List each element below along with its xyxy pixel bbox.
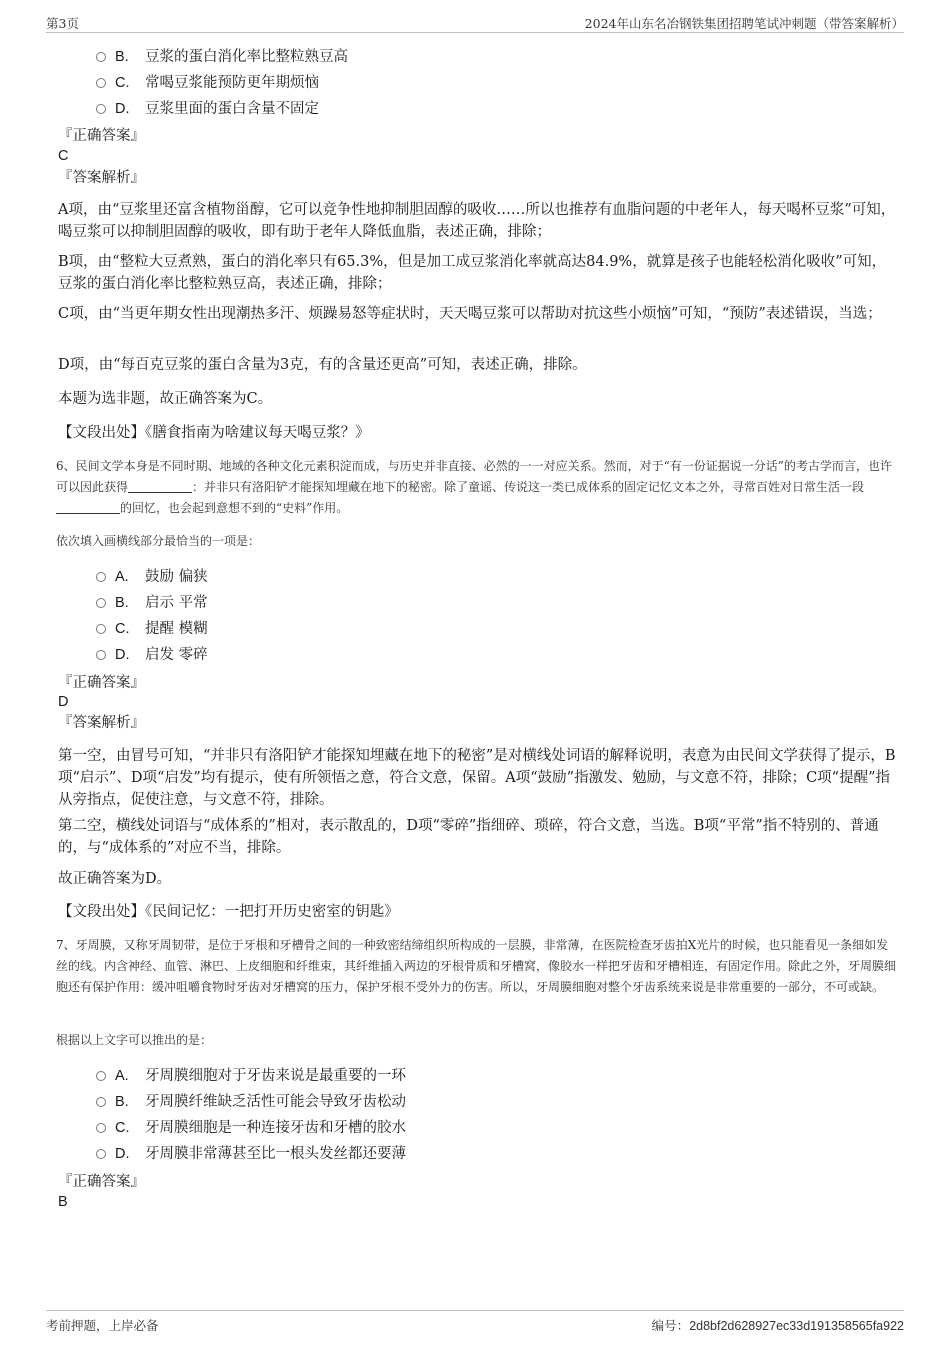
q5-analysis-label: 『答案解析』 xyxy=(58,170,145,186)
q5-answer-label: 『正确答案』 xyxy=(58,128,145,144)
q6-prompt: 依次填入画横线部分最恰当的一项是： xyxy=(56,534,261,548)
q6-option-c[interactable]: C. 提醒 模糊 xyxy=(96,618,208,640)
q7-question-text: 7、牙周膜，又称牙周韧带，是位于牙根和牙槽骨之间的一种致密结缔组织所构成的一层膜，非常薄，在医院检查牙齿拍X光片的时候，也只能看见一条细如发丝的线。内含神经、血管、淋巴、上皮细胞和纤维束，其纤维插入两边的牙根骨质和牙槽窝，像胶水一样把牙齿和牙槽相连，有固定作用。除此之外，牙周膜细胞还有保护作用：缓冲咀嚼食物时牙齿对牙槽窝的压力，保护牙根不受外力的伤害。所以，牙周膜细胞对整个牙齿系统来说是非常重要的一部分，不可或缺。 xyxy=(56,938,897,994)
q6-question-text: 6、民间文学本身是不同时期、地域的各种文化元素积淀而成，与历史并非直接、必然的一一对应关系。然而，对于“有一份证据说一分话”的考古学而言，也许可以因此获得 ：并非只有洛阳铲才能探知埋藏在地下的秘密。除了童谣、传说这一类已成体系的固定记忆文本之外，寻常百姓对日常生活一段的回忆，也会起到意想不到的“史料”作用。 xyxy=(56,459,892,515)
page-footer xyxy=(46,1310,904,1335)
q7-option-b[interactable]: B. 牙周膜纤维缺乏活性可能会导致牙齿松动 xyxy=(96,1091,406,1113)
radio-icon[interactable] xyxy=(96,572,106,582)
q5-answer: C xyxy=(58,148,69,164)
q7-answer: B xyxy=(58,1194,68,1210)
radio-icon[interactable] xyxy=(96,1071,106,1081)
radio-icon[interactable] xyxy=(96,598,106,608)
q6-option-d[interactable]: D. 启发 零碎 xyxy=(96,644,208,666)
q7-option-d[interactable]: D. 牙周膜非常薄甚至比一根头发丝都还要薄 xyxy=(96,1143,406,1165)
q6-answer-label: 『正确答案』 xyxy=(58,675,145,691)
page-number: 第3页 xyxy=(46,16,79,31)
q5-analysis-a: A项，由“豆浆里还富含植物甾醇，它可以竞争性地抑制胆固醇的吸收……所以也推荐有血脂问题的中老年人，每天喝杯豆浆”可知，喝豆浆可以抑制胆固醇的吸收，即有助于老年人降低血脂，表述正确，排除； xyxy=(58,202,896,240)
q5-analysis-c: C项，由“当更年期女性出现潮热多汗、烦躁易怒等症状时，天天喝豆浆可以帮助对抗这些小烦恼”可知，“预防”表述错误，当选； xyxy=(58,306,882,322)
q5-analysis-b: B项，由“整粒大豆煮熟，蛋白的消化率只有65.3%，但是加工成豆浆消化率就高达84.9%，就算是孩子也能轻松消化吸收”可知，豆浆的蛋白消化率比整粒熟豆高，表述正确，排除； xyxy=(58,254,887,292)
q5-source: 【文段出处】《膳食指南为啥建议每天喝豆浆？》 xyxy=(58,425,370,441)
q7-answer-label: 『正确答案』 xyxy=(58,1174,145,1190)
q5-option-b[interactable]: B. 豆浆的蛋白消化率比整粒熟豆高 xyxy=(96,46,348,68)
fill-blank xyxy=(128,480,192,493)
q6-analysis-blank2: 第二空，横线处词语与“成体系的”相对，表示散乱的，D项“零碎”指细碎、琐碎，符合文意，当选。B项“平常”指不特别的、普通的，与“成体系的”对应不当，排除。 xyxy=(58,818,879,856)
q5-option-d[interactable]: D. 豆浆里面的蛋白含量不固定 xyxy=(96,98,319,120)
footer-slogan: 考前押题，上岸必备 xyxy=(46,1318,159,1333)
q7-option-a[interactable]: A. 牙周膜细胞对于牙齿来说是最重要的一环 xyxy=(96,1065,406,1087)
q6-source: 【文段出处】《民间记忆：一把打开历史密室的钥匙》 xyxy=(58,904,399,920)
q6-analysis-blank1: 第一空，由冒号可知，“并非只有洛阳铲才能探知埋藏在地下的秘密”是对横线处词语的解释说明，表意为由民间文学获得了提示，B项“启示”、D项“启发”均有提示，使有所领悟之意，符合文意，保留。A项“鼓励”指激发、勉励，与文意不符，排除；C项“提醒”指从旁指点，促使注意，与文意不符，排除。 xyxy=(58,748,896,808)
q5-conclusion: 本题为选非题，故正确答案为C。 xyxy=(58,391,273,407)
radio-icon[interactable] xyxy=(96,624,106,634)
document-title: 2024年山东名冶钢铁集团招聘笔试冲刺题（带答案解析） xyxy=(584,16,904,31)
document-code: 编号：2d8bf2d628927ec33d191358565fa922 xyxy=(651,1318,904,1333)
q5-option-c[interactable]: C. 常喝豆浆能预防更年期烦恼 xyxy=(96,72,319,94)
q7-option-c[interactable]: C. 牙周膜细胞是一种连接牙齿和牙槽的胶水 xyxy=(96,1117,406,1139)
radio-icon[interactable] xyxy=(96,650,106,660)
radio-icon[interactable] xyxy=(96,52,106,62)
q6-conclusion: 故正确答案为D。 xyxy=(58,871,172,887)
q6-option-a[interactable]: A. 鼓励 偏狭 xyxy=(96,566,208,588)
q6-answer: D xyxy=(58,694,69,710)
fill-blank xyxy=(56,501,120,514)
radio-icon[interactable] xyxy=(96,104,106,114)
radio-icon[interactable] xyxy=(96,78,106,88)
q6-option-b[interactable]: B. 启示 平常 xyxy=(96,592,208,614)
radio-icon[interactable] xyxy=(96,1097,106,1107)
q7-prompt: 根据以上文字可以推出的是： xyxy=(56,1033,213,1047)
q6-analysis-label: 『答案解析』 xyxy=(58,715,145,731)
page-header xyxy=(46,14,904,33)
radio-icon[interactable] xyxy=(96,1149,106,1159)
radio-icon[interactable] xyxy=(96,1123,106,1133)
q5-analysis-d: D项，由“每百克豆浆的蛋白含量为3克，有的含量还更高”可知，表述正确，排除。 xyxy=(58,357,587,373)
